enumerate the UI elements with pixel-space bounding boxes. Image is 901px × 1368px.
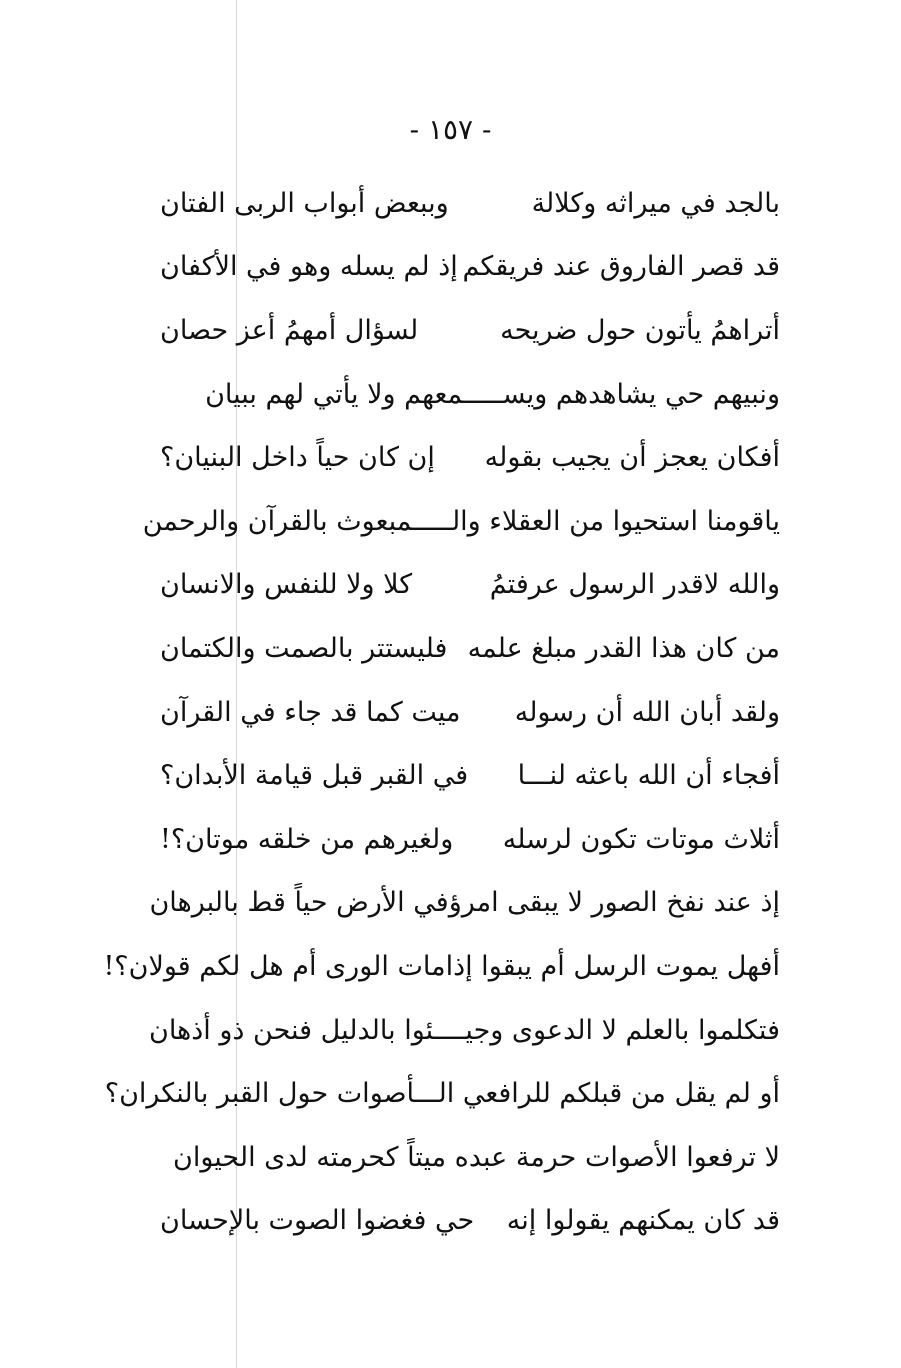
verse-full-line: ياقومنا استحيوا من العقلاء والـــــمبعوث بالقرآن والرحمن bbox=[142, 505, 780, 537]
verse-line bbox=[160, 1190, 780, 1254]
verse-line bbox=[103, 935, 780, 999]
verse-line bbox=[104, 1062, 780, 1126]
verse-line bbox=[160, 554, 780, 618]
verse-first-half: أتراهمُ يأتون حول ضريحه bbox=[500, 314, 780, 346]
verse-second-half: وببعض أبواب الربى الفتان bbox=[160, 187, 449, 219]
verse-line bbox=[160, 744, 780, 808]
verse-second-half: لسؤال أمهمُ أعز حصان bbox=[160, 314, 419, 346]
verse-second-half: فليستتر بالصمت والكتمان bbox=[160, 632, 448, 664]
verse-line bbox=[160, 617, 780, 681]
verse-first-half: ولقد أبان الله أن رسوله bbox=[514, 696, 780, 728]
verse-second-half: مات الورى أم هل لكم قولان؟! bbox=[103, 950, 446, 982]
verse-first-half: والله لاقدر الرسول عرفتمُ bbox=[489, 569, 780, 601]
verse-line bbox=[160, 681, 780, 745]
verse-second-half: في الأرض حياً قط بالبرهان bbox=[149, 887, 449, 919]
verse-second-half: حي فغضوا الصوت بالإحسان bbox=[160, 1205, 475, 1237]
verse-line bbox=[160, 426, 780, 490]
verse-first-half: أفهل يموت الرسل أم يبقوا إذا bbox=[445, 950, 780, 982]
verse-second-half: ولغيرهم من خلقه موتان؟! bbox=[160, 823, 454, 855]
verse-first-half: قد كان يمكنهم يقولوا إنه bbox=[506, 1205, 780, 1237]
verse-line bbox=[142, 490, 780, 554]
verse-first-half: إذ عند نفخ الصور لا يبقى امرؤ bbox=[448, 887, 780, 919]
verse-second-half: إن كان حياً داخل البنيان؟ bbox=[160, 442, 435, 474]
verse-full-line: لا ترفعوا الأصوات حرمة عبده ميتاً كحرمته لدى الحيوان bbox=[172, 1141, 780, 1173]
verse-first-half: بالجد في ميراثه وكلالة bbox=[531, 187, 780, 219]
verse-first-half: أثلاث موتات تكون لرسله bbox=[502, 823, 780, 855]
verse-full-line: ونبيهم حي يشاهدهم ويســـــمعهم ولا يأتي لهم ببيان bbox=[205, 378, 780, 410]
verse-first-half: قد قصر الفاروق عند فريقكم bbox=[462, 251, 780, 283]
verse-full-line: فتكلموا بالعلم لا الدعوى وجيــــئوا بالدليل فنحن ذو أذهان bbox=[148, 1014, 780, 1046]
verse-full-line: أو لم يقل من قبلكم للرافعي الـــأصوات حول القبر بالنكران؟ bbox=[104, 1078, 780, 1110]
verse-line bbox=[160, 1126, 780, 1190]
verse-second-half: كلا ولا للنفس والانسان bbox=[160, 569, 413, 601]
verse-line bbox=[160, 299, 780, 363]
verse-second-half: ميت كما قد جاء في القرآن bbox=[160, 696, 461, 728]
verse-line bbox=[160, 236, 780, 300]
verse-second-half: إذ لم يسله وهو في الأكفان bbox=[160, 251, 458, 283]
poem-body bbox=[103, 172, 780, 1253]
verse-line bbox=[149, 872, 780, 936]
verse-line bbox=[160, 363, 780, 427]
verse-first-half: أفجاء أن الله باعثه لنـــا bbox=[517, 760, 780, 792]
verse-line bbox=[160, 172, 780, 236]
verse-line bbox=[148, 999, 780, 1063]
page-number: - ١٥٧ - bbox=[409, 113, 492, 146]
verse-line bbox=[160, 808, 780, 872]
verse-first-half: من كان هذا القدر مبلغ علمه bbox=[467, 632, 780, 664]
verse-first-half: أفكان يعجز أن يجيب بقوله bbox=[484, 442, 780, 474]
verse-second-half: في القبر قبل قيامة الأبدان؟ bbox=[160, 760, 469, 792]
